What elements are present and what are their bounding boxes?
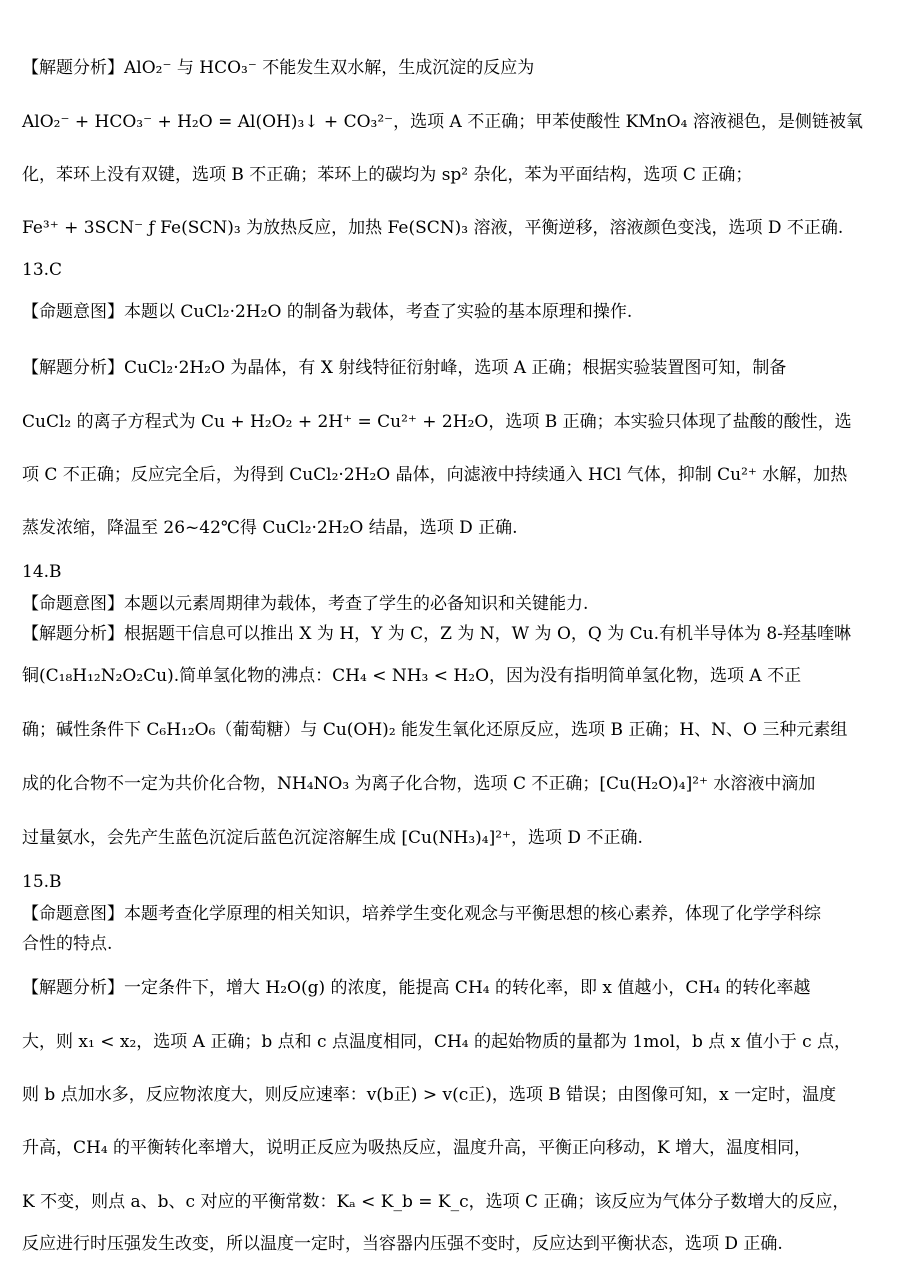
q15-analysis-4: 升高，CH₄ 的平衡转化率增大，说明正反应为吸热反应，温度升高，平衡正向移动，K 增大，温度相同， bbox=[22, 1138, 812, 1158]
q13-intent: 【命题意图】本题以 CuCl₂·2H₂O 的制备为载体，考查了实验的基本原理和操作. bbox=[22, 302, 633, 322]
q15-analysis-2: 大，则 x₁ < x₂，选项 A 正确；b 点和 c 点温度相同，CH₄ 的起始物质的量都为 1mol，b 点 x 值小于 c 点， bbox=[22, 1032, 852, 1052]
q15-analysis-1: 【解题分析】一定条件下，增大 H₂O(g) 的浓度，能提高 CH₄ 的转化率，即 x 值越小，CH₄ 的转化率越 bbox=[22, 978, 811, 998]
q13-analysis-1: 【解题分析】CuCl₂·2H₂O 为晶体，有 X 射线特征衍射峰，选项 A 正确；根据实验装置图可知，制备 bbox=[22, 358, 787, 378]
q14-analysis-1: 【解题分析】根据题干信息可以推出 X 为 H，Y 为 C，Z 为 N，W 为 O，Q 为 Cu.有机半导体为 8-羟基喹啉 bbox=[22, 624, 851, 644]
q15-analysis-6: 反应进行时压强发生改变，所以温度一定时，当容器内压强不变时，反应达到平衡状态，选项 D 正确. bbox=[22, 1234, 783, 1254]
q14-analysis-2: 铜(C₁₈H₁₂N₂O₂Cu).简单氢化物的沸点：CH₄ < NH₃ < H₂O，因为没有指明简单氢化物，选项 A 不正 bbox=[22, 666, 802, 686]
q13-analysis-3: 项 C 不正确；反应完全后，为得到 CuCl₂·2H₂O 晶体，向滤液中持续通入 HCl 气体，抑制 Cu²⁺ 水解，加热 bbox=[22, 465, 848, 485]
analysis-line-2: AlO₂⁻ + HCO₃⁻ + H₂O = Al(OH)₃↓ + CO₃²⁻，选项 A 不正确；甲苯使酸性 KMnO₄ 溶液褪色，是侧链被氧 bbox=[22, 112, 863, 132]
q13-analysis-4: 蒸发浓缩，降温至 26~42℃得 CuCl₂·2H₂O 结晶，选项 D 正确. bbox=[22, 518, 518, 538]
question-13-answer: 13.C bbox=[22, 260, 63, 280]
q14-analysis-5: 过量氨水，会先产生蓝色沉淀后蓝色沉淀溶解生成 [Cu(NH₃)₄]²⁺，选项 D 不正确. bbox=[22, 828, 643, 848]
q15-intent-2: 合性的特点. bbox=[22, 934, 113, 954]
analysis-line-1: 【解题分析】AlO₂⁻ 与 HCO₃⁻ 不能发生双水解，生成沉淀的反应为 bbox=[22, 58, 535, 78]
q15-analysis-5: K 不变，则点 a、b、c 对应的平衡常数：Kₐ < K_b = K_c，选项 C 正确；该反应为气体分子数增大的反应， bbox=[22, 1192, 850, 1212]
q15-analysis-3: 则 b 点加水多，反应物浓度大，则反应速率：v(b正) > v(c正)，选项 B 错误；由图像可知，x 一定时，温度 bbox=[22, 1085, 837, 1105]
q14-intent: 【命题意图】本题以元素周期律为载体，考查了学生的必备知识和关键能力. bbox=[22, 594, 589, 614]
analysis-line-3: 化，苯环上没有双键，选项 B 不正确；苯环上的碳均为 sp² 杂化，苯为平面结构，选项 C 正确； bbox=[22, 165, 753, 185]
q13-analysis-2: CuCl₂ 的离子方程式为 Cu + H₂O₂ + 2H⁺ = Cu²⁺ + 2H₂O，选项 B 正确；本实验只体现了盐酸的酸性，选 bbox=[22, 412, 852, 432]
question-15-answer: 15.B bbox=[22, 872, 62, 892]
q15-intent-1: 【命题意图】本题考查化学原理的相关知识，培养学生变化观念与平衡思想的核心素养，体现了化学学科综 bbox=[22, 904, 821, 924]
q14-analysis-4: 成的化合物不一定为共价化合物，NH₄NO₃ 为离子化合物，选项 C 不正确；[Cu(H₂O)₄]²⁺ 水溶液中滴加 bbox=[22, 774, 816, 794]
question-14-answer: 14.B bbox=[22, 562, 62, 582]
q14-analysis-3: 确；碱性条件下 C₆H₁₂O₆（葡萄糖）与 Cu(OH)₂ 能发生氧化还原反应，选项 B 正确；H、N、O 三种元素组 bbox=[22, 720, 848, 740]
analysis-line-4: Fe³⁺ + 3SCN⁻ ƒ Fe(SCN)₃ 为放热反应，加热 Fe(SCN)₃ 溶液，平衡逆移，溶液颜色变浅，选项 D 不正确. bbox=[22, 218, 844, 238]
